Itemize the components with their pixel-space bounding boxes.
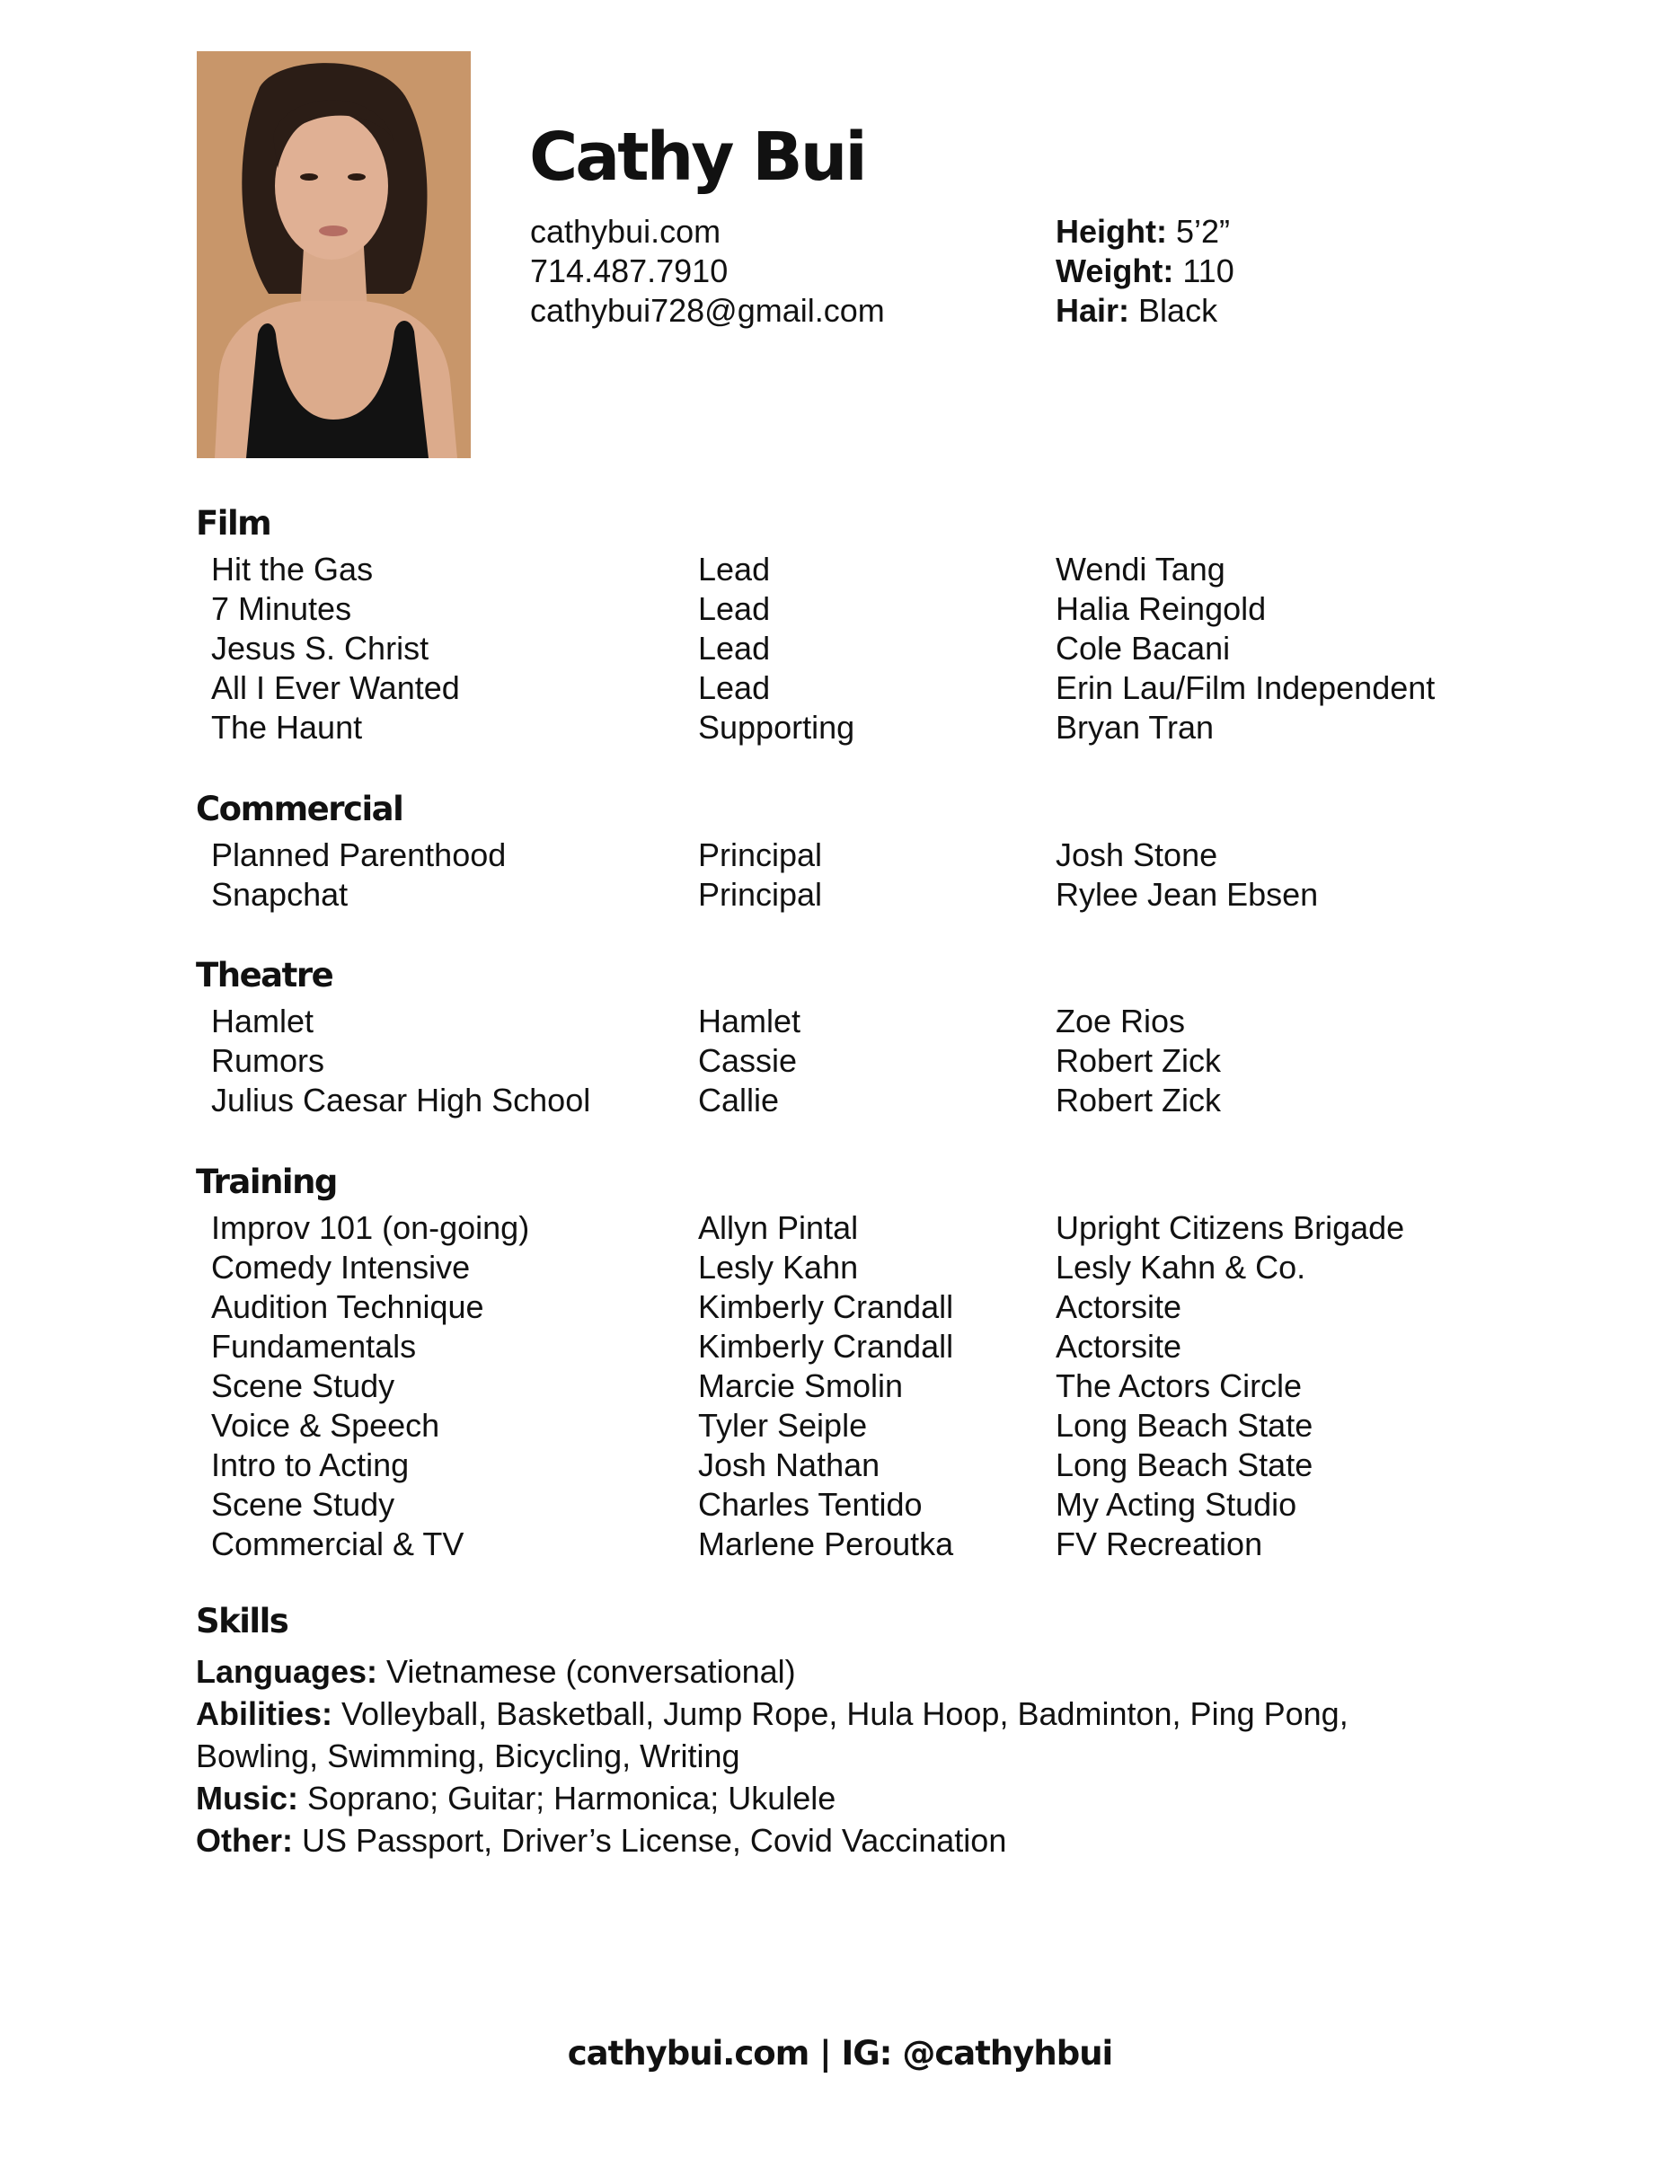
training-instructor: Kimberly Crandall [698,1328,954,1365]
credit-row [0,1081,1680,1120]
credit-row [0,1002,1680,1041]
skill-other [196,1819,1454,1861]
stat-value: 110 [1182,252,1234,289]
training-course: Voice & Speech [211,1407,440,1444]
training-course: Intro to Acting [211,1446,410,1483]
credit-director: Rylee Jean Ebsen [1056,876,1319,913]
credit-role: Lead [698,590,771,627]
training-course: Fundamentals [211,1328,417,1365]
training-school: Long Beach State [1056,1446,1313,1483]
training-row [0,1366,1680,1406]
training-school: FV Recreation [1056,1525,1263,1562]
skill-abilities [196,1693,1454,1777]
credit-director: Cole Bacani [1056,630,1231,667]
skill-label: Music: [196,1780,299,1817]
credit-director: Josh Stone [1056,836,1218,873]
training-course: Commercial & TV [211,1525,464,1562]
section-title-skills: Skills [196,1602,288,1640]
training-course: Scene Study [211,1486,395,1523]
candidate-name: Cathy Bui [529,119,865,196]
credit-title: Hit the Gas [211,551,374,588]
training-school: Upright Citizens Brigade [1056,1209,1405,1246]
training-instructor: Marcie Smolin [698,1367,904,1404]
credit-role: Lead [698,551,771,588]
credit-director: Zoe Rios [1056,1003,1186,1039]
training-instructor: Allyn Pintal [698,1209,859,1246]
credit-role: Hamlet [698,1003,801,1039]
skills-list [196,1650,1454,1861]
credit-title: Hamlet [211,1003,314,1039]
credit-title: Julius Caesar High School [211,1082,591,1119]
stat-label: Weight: [1056,252,1174,289]
training-school: My Acting Studio [1056,1486,1297,1523]
stat-value: Black [1138,292,1218,329]
stat-height [1056,212,1234,252]
credit-row [0,1041,1680,1081]
training-instructor: Marlene Peroutka [698,1525,954,1562]
skill-value: Volleyball, Basketball, Jump Rope, Hula Hoop, Badminton, Ping Pong, Bowling, Swimming, Bicycling, Writing [196,1695,1348,1774]
credit-row [0,550,1680,589]
training-row [0,1525,1680,1564]
credit-director: Wendi Tang [1056,551,1225,588]
skill-label: Abilities: [196,1695,333,1732]
credit-role: Principal [698,836,823,873]
credit-title: 7 Minutes [211,590,352,627]
section-title-theatre: Theatre [196,956,333,995]
credit-director: Bryan Tran [1056,709,1215,746]
training-row [0,1287,1680,1327]
skill-label: Other: [196,1822,293,1859]
skill-value: US Passport, Driver’s License, Covid Vaccination [302,1822,1007,1859]
skill-languages [196,1650,1454,1693]
skill-music [196,1777,1454,1819]
physical-stats [1056,212,1234,331]
training-course: Audition Technique [211,1288,484,1325]
training-course: Comedy Intensive [211,1249,471,1286]
section-title-commercial: Commercial [196,790,403,828]
training-row [0,1406,1680,1446]
section-title-film: Film [196,504,271,543]
footer-links[interactable]: cathybui.com | IG: @cathyhbui [567,2034,1113,2073]
training-school: Long Beach State [1056,1407,1313,1444]
section-title-training: Training [196,1163,337,1201]
training-row [0,1446,1680,1485]
credit-role: Callie [698,1082,780,1119]
stat-label: Hair: [1056,292,1130,329]
training-row [0,1485,1680,1525]
credit-row [0,629,1680,668]
training-instructor: Lesly Kahn [698,1249,859,1286]
headshot-photo [197,51,471,458]
credit-role: Lead [698,630,771,667]
contact-info [530,212,885,331]
credit-director: Robert Zick [1056,1082,1222,1119]
skill-value: Soprano; Guitar; Harmonica; Ukulele [307,1780,836,1817]
website-link[interactable]: cathybui.com [530,213,721,250]
credit-title: Planned Parenthood [211,836,507,873]
email-link[interactable]: cathybui728@gmail.com [530,292,885,329]
credit-title: Jesus S. Christ [211,630,429,667]
training-course: Improv 101 (on-going) [211,1209,530,1246]
training-school: Actorsite [1056,1328,1182,1365]
credit-director: Erin Lau/Film Independent [1056,669,1436,706]
credit-row [0,836,1680,875]
training-row [0,1248,1680,1287]
credit-director: Robert Zick [1056,1042,1222,1079]
credit-row [0,668,1680,708]
stat-value: 5’2” [1176,213,1231,250]
skill-value: Vietnamese (conversational) [386,1653,796,1690]
credit-title: The Haunt [211,709,363,746]
training-school: Lesly Kahn & Co. [1056,1249,1306,1286]
stat-hair [1056,291,1234,331]
training-instructor: Tyler Seiple [698,1407,868,1444]
credit-role: Principal [698,876,823,913]
credit-role: Cassie [698,1042,798,1079]
credit-row [0,589,1680,629]
credit-title: Snapchat [211,876,349,913]
credit-role: Supporting [698,709,855,746]
training-course: Scene Study [211,1367,395,1404]
credit-row [0,875,1680,915]
credit-role: Lead [698,669,771,706]
training-school: Actorsite [1056,1288,1182,1325]
credit-title: Rumors [211,1042,325,1079]
training-instructor: Kimberly Crandall [698,1288,954,1325]
phone-number[interactable]: 714.487.7910 [530,252,729,289]
credit-director: Halia Reingold [1056,590,1267,627]
stat-weight [1056,252,1234,291]
skill-label: Languages: [196,1653,378,1690]
training-row [0,1208,1680,1248]
training-instructor: Josh Nathan [698,1446,880,1483]
training-instructor: Charles Tentido [698,1486,923,1523]
credit-row [0,708,1680,747]
credit-title: All I Ever Wanted [211,669,460,706]
training-row [0,1327,1680,1366]
stat-label: Height: [1056,213,1167,250]
training-school: The Actors Circle [1056,1367,1303,1404]
